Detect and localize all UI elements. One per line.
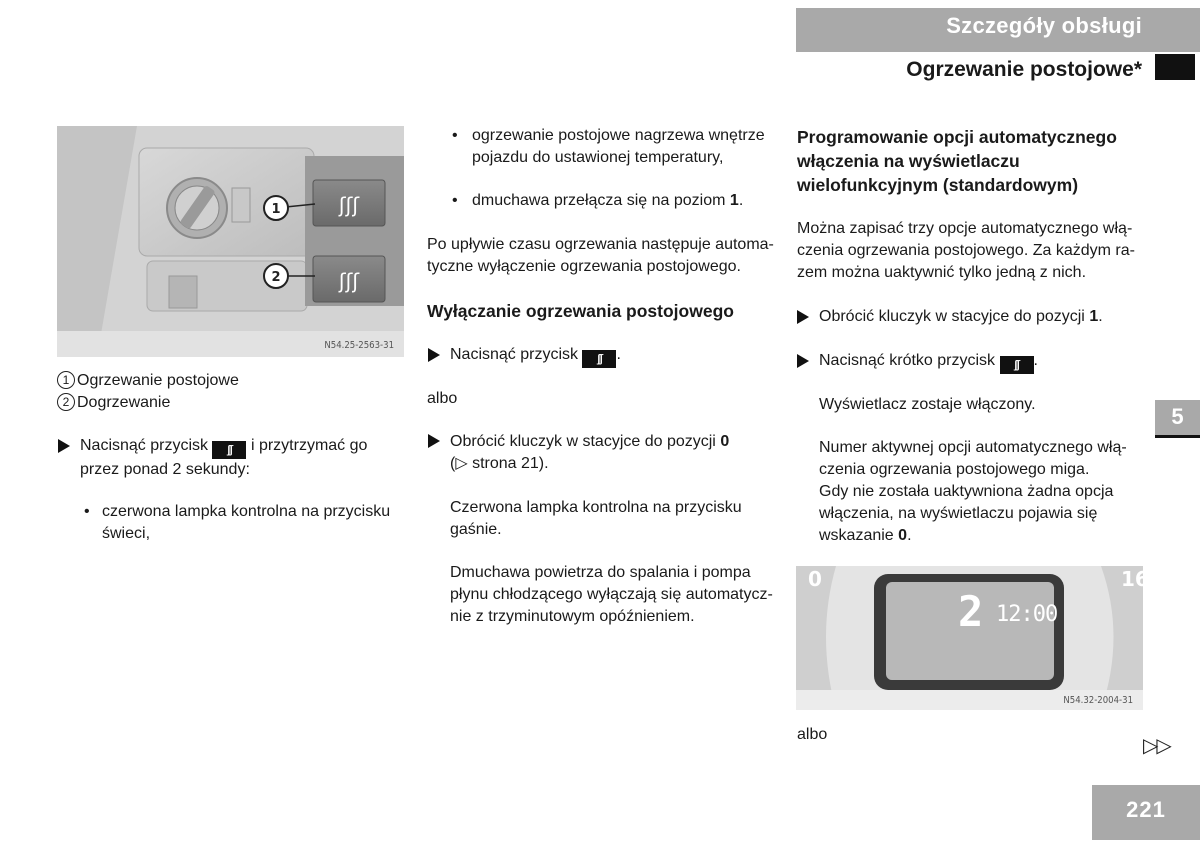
text-line: włączenia na wyświetlaczu — [797, 151, 1020, 171]
level-value: 1 — [729, 192, 739, 209]
text-line: tyczne wyłączenie ogrzewania postojowego. — [427, 258, 741, 275]
subheading-switch-off: Wyłączanie ogrzewania postojowego — [427, 301, 734, 321]
text-line: czerwona lampka kontrolna na przycisku — [102, 503, 391, 520]
text-line: ogrzewanie postojowe nagrzewa wnętrze — [472, 127, 765, 144]
switch-panel-illustration — [57, 126, 404, 357]
step-text: Nacisnąć krótko przycisk — [819, 352, 996, 369]
parking-heater-button-icon: ʃʃʃ — [212, 441, 246, 459]
step-text: . — [616, 346, 621, 363]
gauge-right-label: 16 — [1121, 567, 1149, 591]
chapter-tab[interactable]: 5 — [1155, 400, 1200, 435]
text-line: dmuchawa przełącza się na poziom — [472, 192, 726, 209]
text-line: zem można uaktywnić tylko jedną z nich. — [797, 264, 1087, 281]
text-line: . — [738, 192, 744, 209]
bullet-heats-interior — [472, 125, 782, 169]
bullet-dot: • — [452, 192, 458, 209]
text-line: nie z trzyminutowym opóźnieniem. — [450, 608, 695, 625]
text-line: świeci, — [102, 525, 151, 542]
subheading-programming — [797, 125, 1157, 197]
step-text: Obrócić kluczyk w stacyjce do pozycji — [819, 308, 1085, 325]
display-value: 0 — [898, 527, 908, 544]
legend-label: Dogrzewanie — [77, 394, 171, 411]
step-text: i przytrzymać go — [250, 437, 368, 454]
step-text: Obrócić kluczyk w stacyjce do pozycji — [450, 433, 716, 450]
paragraph-auto-off — [427, 234, 777, 278]
text-line: Po upływie czasu ogrzewania następuje automa- — [427, 236, 774, 253]
step-turn-key-1 — [819, 306, 1149, 328]
result-option-blinks — [819, 437, 1154, 547]
step-press-briefly — [819, 350, 1149, 374]
figure-switch-panel — [57, 126, 404, 357]
albo-text: albo — [797, 726, 828, 743]
key-position: 1 — [1089, 308, 1099, 325]
svg-text:ʃʃʃ: ʃʃʃ — [338, 269, 360, 293]
step-arrow-icon — [797, 310, 809, 324]
paragraph-three-options — [797, 218, 1157, 284]
figure-multifunction-display — [796, 566, 1149, 710]
paragraph-pump-off — [450, 562, 780, 628]
text-line: wielofunkcyjnym (standardowym) — [797, 175, 1079, 195]
step-text: przez ponad 2 sekundy: — [80, 461, 250, 478]
step-press-button-off — [450, 344, 780, 368]
step-arrow-icon — [428, 434, 440, 448]
legend-item-1 — [57, 370, 239, 392]
page-number: 221 — [1092, 785, 1200, 840]
text-line: Dmuchawa powietrza do spalania i pompa — [450, 564, 751, 581]
text-line: Czerwona lampka kontrolna na przycisku — [450, 499, 742, 516]
step-text: Nacisnąć przycisk — [450, 346, 579, 363]
text-line: . — [907, 527, 912, 544]
section-header-bar — [796, 8, 1200, 52]
text-line: gaśnie. — [450, 521, 502, 538]
header-marker — [1155, 54, 1195, 80]
step-text: . — [1033, 352, 1038, 369]
albo-text: albo — [427, 390, 458, 407]
legend-label: Ogrzewanie postojowe — [77, 372, 239, 389]
text-line: wskazanie — [819, 527, 894, 544]
legend-number: 2 — [57, 393, 75, 411]
paragraph-lamp-off — [450, 497, 780, 541]
step-arrow-icon — [58, 439, 70, 453]
bullet-dot: • — [84, 503, 90, 520]
key-position: 0 — [720, 433, 730, 450]
continue-next-page-icon[interactable]: ▷▷ — [1143, 735, 1170, 757]
svg-text:2: 2 — [271, 270, 281, 285]
text-line: płynu chłodzącego wyłączają się automatycz- — [450, 586, 773, 603]
legend-item-2 — [57, 392, 170, 414]
result-display-on: Wyświetlacz zostaje włączony. — [819, 396, 1036, 413]
parking-heater-button-icon: ʃʃʃ — [582, 350, 616, 368]
bullet-dot: • — [452, 127, 458, 144]
text-line: czenia ogrzewania postojowego miga. — [819, 461, 1090, 478]
svg-text:ʃʃʃ: ʃʃʃ — [338, 193, 360, 217]
text-line: Programowanie opcji automatycznego — [797, 127, 1117, 147]
section-title: Szczegóły obsługi — [946, 13, 1142, 38]
step-text: . — [1098, 308, 1103, 325]
page-reference-link: (▷ strona 21). — [450, 455, 549, 472]
page-title: Ogrzewanie postojowe* — [906, 58, 1142, 81]
bullet-blower-level — [472, 190, 782, 212]
step-turn-key-0 — [450, 431, 780, 475]
step-press-button — [80, 435, 410, 481]
gauge-left-label: 0 — [808, 567, 822, 591]
text-line: włączenia, na wyświetlaczu pojawia się — [819, 505, 1098, 522]
step-arrow-icon — [428, 348, 440, 362]
display-option-digit: 2 — [958, 587, 984, 636]
step-arrow-icon — [797, 354, 809, 368]
text-line: Gdy nie została uaktywniona żadna opcja — [819, 483, 1114, 500]
text-line: Można zapisać trzy opcje automatycznego włą- — [797, 220, 1133, 237]
text-line: Numer aktywnej opcji automatycznego włą- — [819, 439, 1127, 456]
text-line: czenia ogrzewania postojowego. Za każdym ra- — [797, 242, 1135, 259]
step-text: Nacisnąć przycisk — [80, 437, 209, 454]
figure-code: N54.32-2004-31 — [1063, 695, 1133, 706]
parking-heater-button-icon: ʃʃʃ — [1000, 356, 1034, 374]
svg-text:1: 1 — [271, 202, 281, 217]
display-time: 12:00 — [996, 602, 1058, 627]
display-illustration — [796, 566, 1149, 710]
text-line: pojazdu do ustawionej temperatury, — [472, 149, 724, 166]
legend-number: 1 — [57, 371, 75, 389]
figure-code: N54.25-2563-31 — [324, 340, 394, 351]
bullet-lamp-on — [102, 501, 412, 545]
